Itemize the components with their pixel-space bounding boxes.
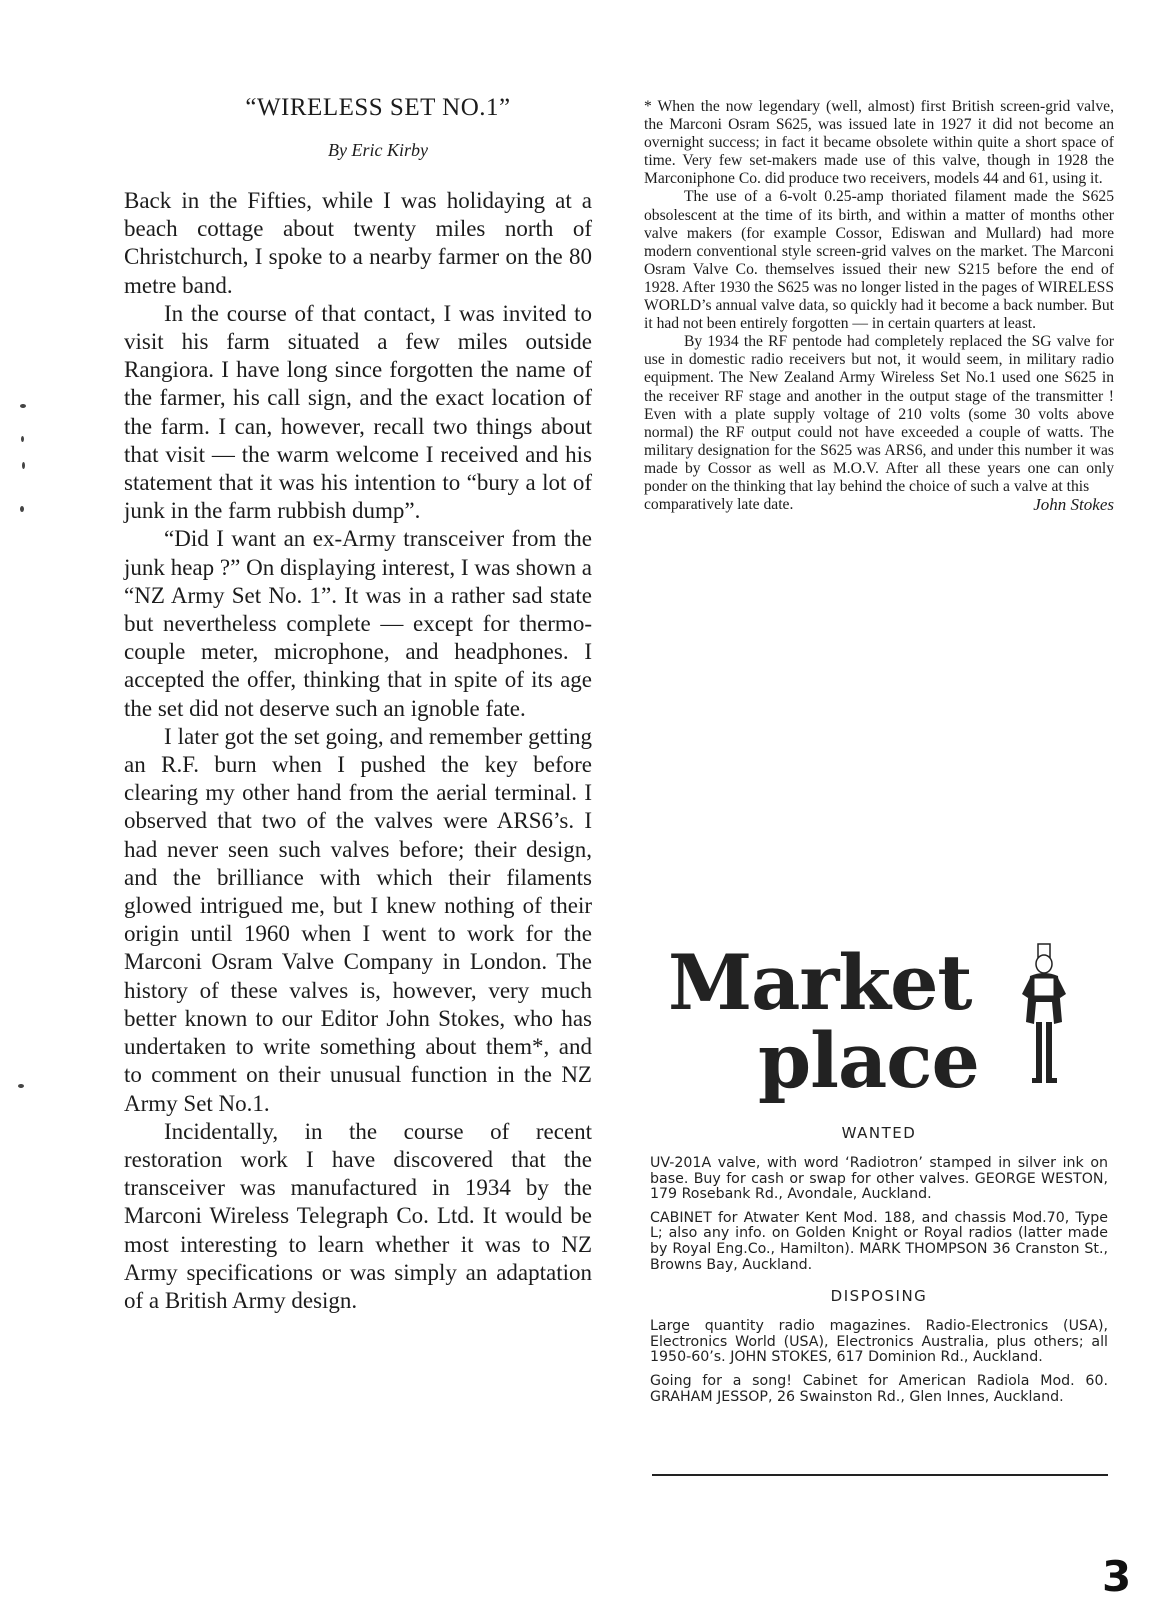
article-paragraph: In the course of that contact, I was invited to visit his farm situated a few miles outside Rangiora. I have long since forgotten the name of the farmer, his call sign, and the exact location of the farm. I can, however, recall two things about that visit — the warm welcome I received and his statement that it was his intention to “bury a lot of junk in the farm rubbish dump”.	[124, 300, 592, 524]
classified-item: CABINET for Atwater Kent Mod. 188, and chassis Mod.70, Type L; also any info. on Golden Knight or Royal radios (latter made by Royal Eng.Co., Hamilton). MARK THOMPSON 36 Cranston St., Browns Bay, Auckland.	[650, 1209, 1108, 1273]
scan-speck	[21, 436, 24, 442]
scan-speck	[20, 506, 24, 512]
scan-speck	[18, 1084, 24, 1088]
footnote-last-line: comparatively late date.	[644, 496, 794, 514]
page-number: 3	[1102, 1552, 1132, 1601]
scan-speck	[20, 404, 26, 408]
classified-item: Large quantity radio magazines. Radio-Electronics (USA), Electronics World (USA), Electronics Australia, plus others; all 1950-60’s. JOHN STOKES, 617 Dominion Rd., Auckland.	[650, 1318, 1108, 1366]
marketplace-banner	[668, 938, 1080, 1114]
classifieds	[650, 1124, 1108, 1413]
marketplace-title-line1: Market	[668, 938, 972, 1027]
article-title: “WIRELESS SET NO.1”	[245, 94, 511, 121]
footnote-signoff: John Stokes	[1033, 495, 1114, 515]
scan-speck	[22, 462, 25, 469]
article-paragraph: I later got the set going, and remember getting an R.F. burn when I pushed the key before clearing my other hand from the aerial terminal. I observed that two of the valves were ARS6’s. I had never seen such valves before; their design, and the brilliance with which their filaments glowed intrigued me, but I knew nothing of their origin until 1960 when I went to work for the Marconi Osram Valve Company in London. The history of these valves is, however, very much better known to our Editor John Stokes, who has undertaken to write something about them*, and to comment on their unusual function in the NZ Army Set No.1.	[124, 723, 592, 1116]
footnote-signoff-line	[644, 496, 1114, 514]
article-paragraph: “Did I want an ex-Army transceiver from the junk heap ?” On displaying interest, I was shown a “NZ Army Set No. 1”. It was in a rather sad state but nevertheless complete — except for thermocouple meter, microphone, and headphones. I accepted the offer, thinking that in spite of its age the set did not deserve such an ignoble fate.	[124, 526, 592, 721]
footnote-paragraph: The use of a 6-volt 0.25-amp thoriated filament made the S625 obsolescent at the time of its birth, and within a matter of months other valve makers (for example Cossor, Ediswan and Mullard) had more modern conventional style screen-grid valves on the market. The Marconi Osram Valve Co. themselves issued their new S215 before the end of 1928. After 1930 the S625 was no longer listed in the pages of WIRELESS WORLD’s annual valve data, so quickly had it become a back number. But it had not been entirely forgotten — in certain quarters at least.	[644, 188, 1114, 333]
article-byline: By Eric Kirby	[328, 140, 428, 160]
footnote	[644, 98, 1114, 514]
article-paragraph: Back in the Fifties, while I was holidaying at a beach cottage about twenty miles north of Christchurch, I spoke to a nearby farmer on the 80 metre band.	[124, 188, 592, 298]
wanted-heading: WANTED	[841, 1124, 917, 1142]
classifieds-divider	[652, 1474, 1108, 1476]
classified-item: Going for a song! Cabinet for American Radiola Mod. 60. GRAHAM JESSOP, 26 Swainston Rd., Glen Innes, Auckland.	[650, 1372, 1108, 1405]
footnote-paragraph: * When the now legendary (well, almost) first British screen-grid valve, the Marconi Osram S625, was issued late in 1927 it did not become an overnight success; in fact it became obsolete within quite a short space of time. Very few set-makers made use of this valve, though in 1928 the Marconiphone Co. did produce two receivers, models 44 and 61, using it.	[644, 98, 1114, 188]
article	[124, 94, 592, 1315]
footnote-paragraph: By 1934 the RF pentode had completely replaced the SG valve for use in domestic radio receivers but not, it would seem, in military radio equipment. The New Zealand Army Wireless Set No.1 used one S625 in the receiver RF stage and another in the output stage of the transmitter ! Even with a plate supply voltage of 210 volts (some 30 volts above normal) the RF output could not have exceeded a couple of watts. The military designation for the S625 was ARS6, and under this number it was made by Cossor as well as M.O.V. After all these years one can only ponder on the thinking that lay behind the choice of such a valve at this	[644, 333, 1114, 495]
disposing-heading: DISPOSING	[830, 1287, 928, 1306]
marketplace-title-line2: place	[758, 1016, 979, 1105]
standing-man-illustration	[1014, 942, 1074, 1092]
classified-item: UV-201A valve, with word ‘Radiotron’ stamped in silver ink on base. Buy for cash or swap for other valves. GEORGE WESTON, 179 Rosebank Rd., Avondale, Auckland.	[650, 1155, 1108, 1203]
article-paragraph: Incidentally, in the course of recent restoration work I have discovered that the transceiver was manufactured in 1934 by the Marconi Wireless Telegraph Co. Ltd. It would be most interesting to learn whether it was to NZ Army specifications or was simply an adaptation of a British Army design.	[124, 1118, 592, 1313]
